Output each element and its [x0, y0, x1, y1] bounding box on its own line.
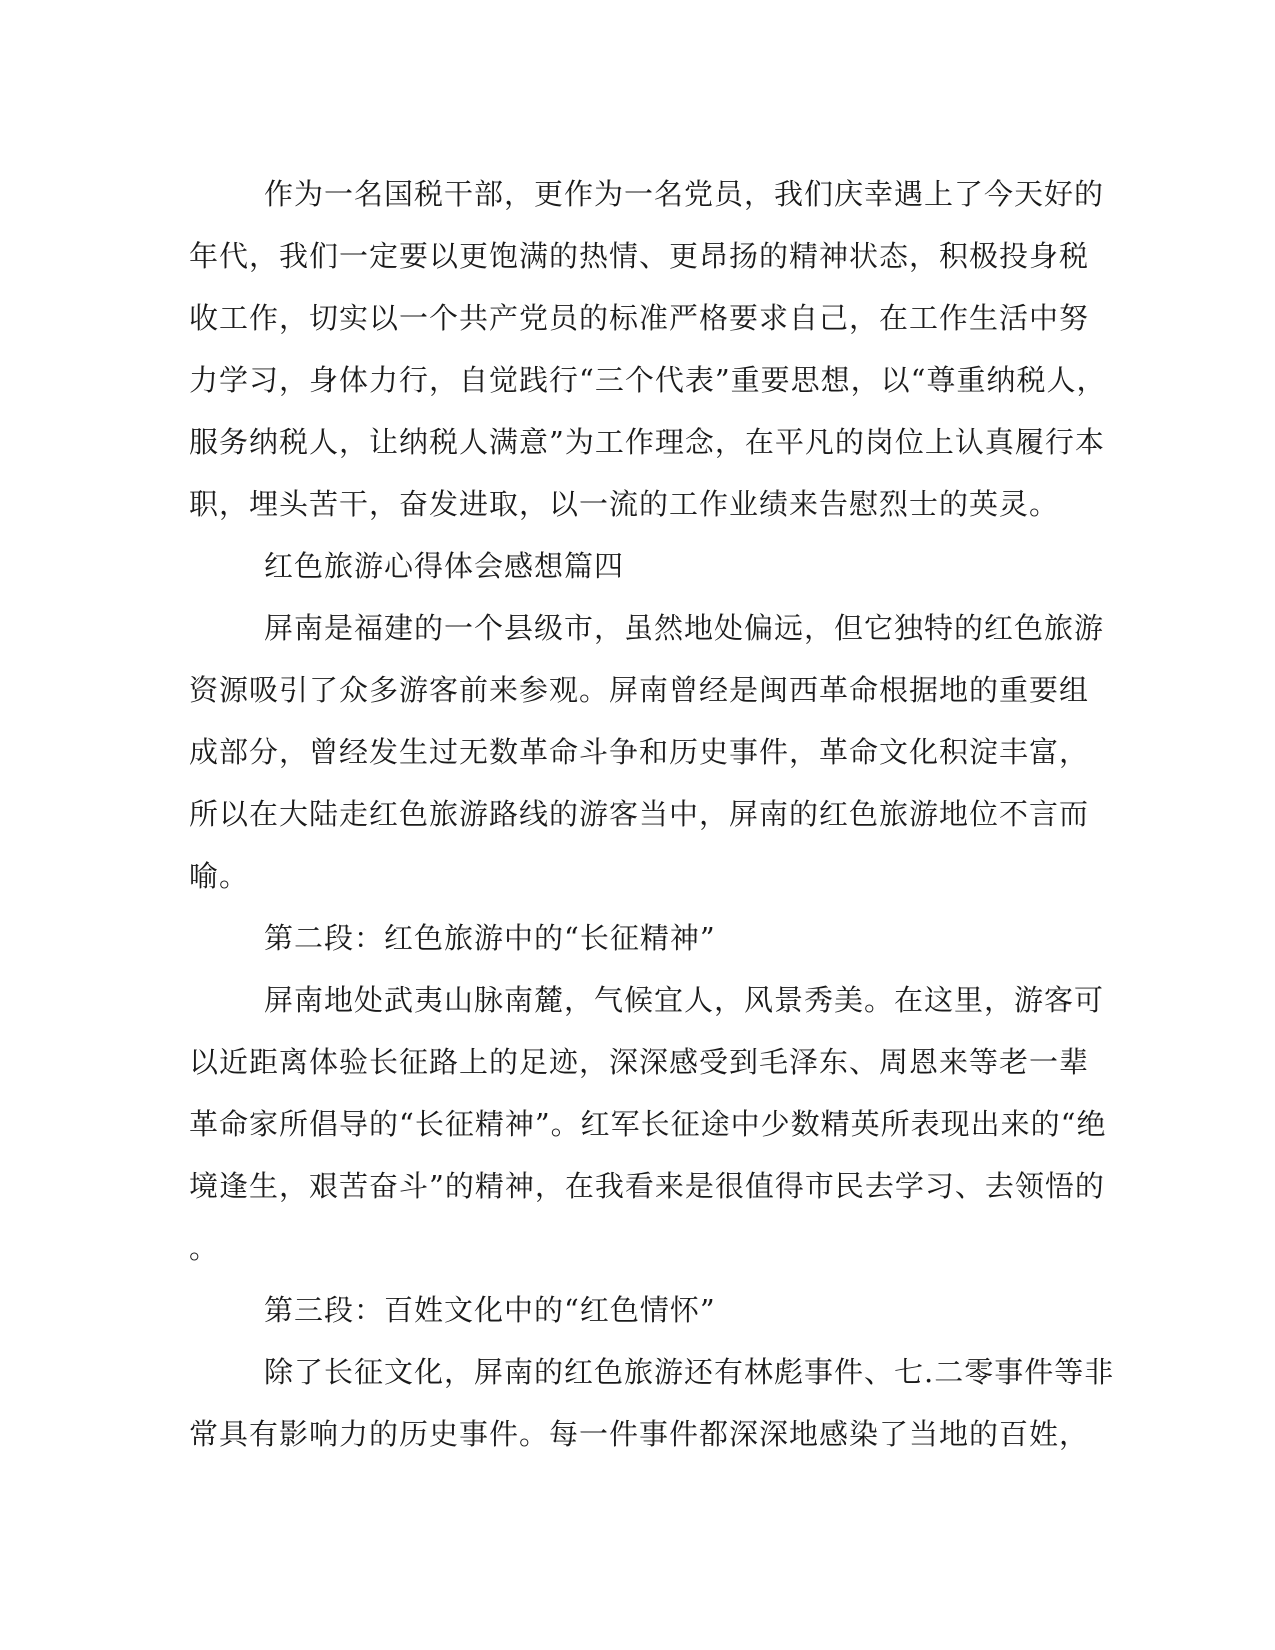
document-body: [189, 163, 1115, 1465]
paragraph-line: 职，埋头苦干，奋发进取，以一流的工作业绩来告慰烈士的英灵。: [189, 487, 1060, 521]
paragraph-line: 力学习，身体力行，自觉践行“三个代表”重要思想，以“尊重纳税人，: [189, 363, 1107, 397]
paragraph-line: 收工作，切实以一个共产党员的标准严格要求自己，在工作生活中努: [189, 301, 1090, 335]
paragraph-line: 年代，我们一定要以更饱满的热情、更昂扬的精神状态，积极投身税: [189, 239, 1090, 273]
paragraph-line: 作为一名国税干部，更作为一名党员，我们庆幸遇上了今天好的: [264, 177, 1105, 211]
paragraph-line: 除了长征文化，屏南的红色旅游还有林彪事件、七.二零事件等非: [264, 1355, 1115, 1389]
paragraph-line: 境逢生，艰苦奋斗”的精神，在我看来是很值得市民去学习、去领悟的: [189, 1169, 1105, 1203]
paragraph-line: 。: [189, 1231, 220, 1265]
paragraph-line: 屏南是福建的一个县级市，虽然地处偏远，但它独特的红色旅游: [264, 611, 1105, 645]
paragraph-line: 喻。: [189, 859, 250, 893]
paragraph-line: 资源吸引了众多游客前来参观。屏南曾经是闽西革命根据地的重要组: [189, 673, 1090, 707]
paragraph-line: 常具有影响力的历史事件。每一件事件都深深地感染了当地的百姓，: [189, 1417, 1090, 1451]
section-heading: 第三段：百姓文化中的“红色情怀”: [264, 1293, 716, 1327]
paragraph-line: 成部分，曾经发生过无数革命斗争和历史事件，革命文化积淀丰富，: [189, 735, 1090, 769]
paragraph-line: 所以在大陆走红色旅游路线的游客当中，屏南的红色旅游地位不言而: [189, 797, 1090, 831]
section-heading: 红色旅游心得体会感想篇四: [264, 549, 625, 583]
section-heading: 第二段：红色旅游中的“长征精神”: [264, 921, 716, 955]
paragraph-line: 屏南地处武夷山脉南麓，气候宜人，风景秀美。在这里，游客可: [264, 983, 1105, 1017]
paragraph-line: 以近距离体验长征路上的足迹，深深感受到毛泽东、周恩来等老一辈: [189, 1045, 1090, 1079]
paragraph-line: 革命家所倡导的“长征精神”。红军长征途中少数精英所表现出来的“绝: [189, 1107, 1107, 1141]
paragraph-line: 服务纳税人，让纳税人满意”为工作理念，在平凡的岗位上认真履行本: [189, 425, 1105, 459]
